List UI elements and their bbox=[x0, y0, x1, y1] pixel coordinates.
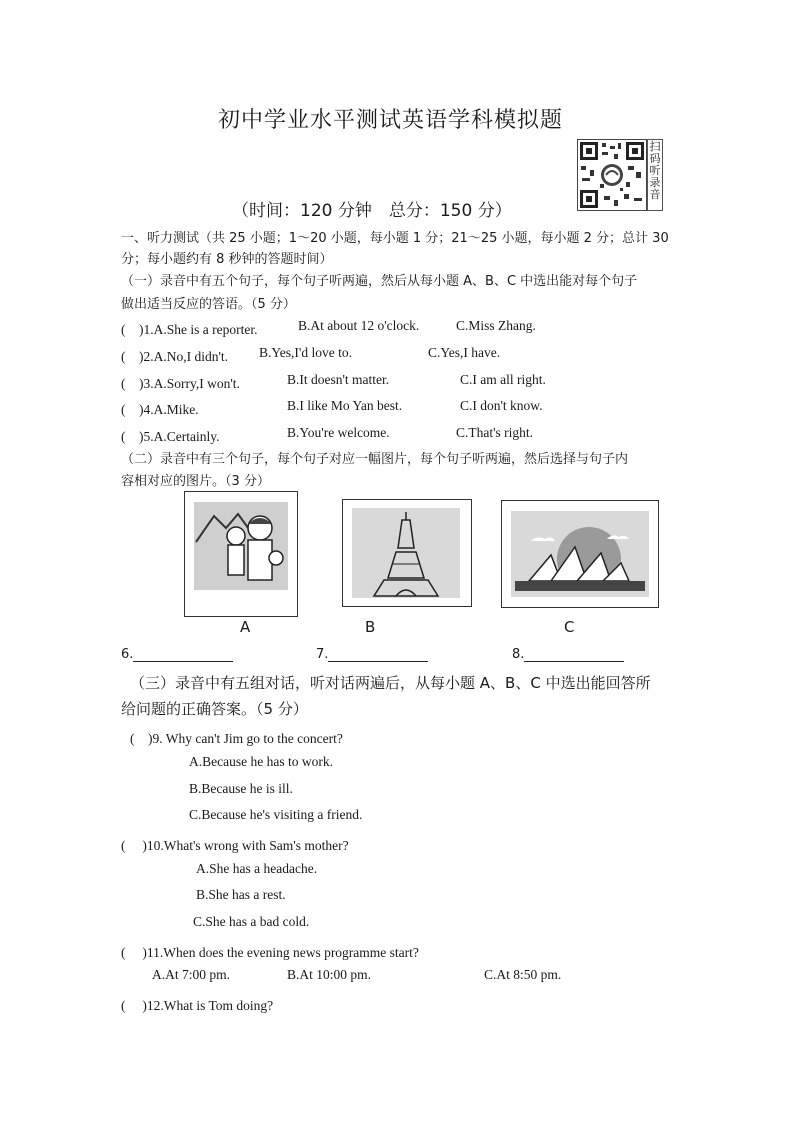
part2-instruction-line2: 容相对应的图片。（3 分） bbox=[121, 474, 270, 489]
page-title: 初中学业水平测试英语学科模拟题 bbox=[218, 108, 564, 133]
q2-stem-a: ( )2.A.No,I didn't. bbox=[121, 349, 229, 364]
picture-label-a: A bbox=[240, 618, 251, 636]
answer-blank-8[interactable] bbox=[512, 647, 624, 662]
q10-option-a: A.She has a headache. bbox=[196, 861, 318, 876]
answer-line-6[interactable] bbox=[133, 647, 233, 662]
answer-blank-6[interactable] bbox=[121, 647, 233, 662]
picture-c-frame bbox=[501, 500, 659, 608]
section1-heading-line1: 一、听力测试（共 25 小题；1～20 小题，每小题 1 分；21～25 小题，每小题 2 分；总计 30 bbox=[121, 231, 669, 246]
part1-instruction-line2: 做出适当反应的答语。（5 分） bbox=[121, 297, 296, 312]
q11-stem: ( )11.When does the evening news programme start? bbox=[121, 945, 419, 960]
picture-label-c: C bbox=[564, 618, 575, 636]
picture-a-frame bbox=[184, 491, 298, 617]
q10-option-c: C.She has a bad cold. bbox=[193, 914, 310, 929]
q1-stem-a: ( )1.A.She is a reporter. bbox=[121, 322, 258, 337]
exam-time-score: （时间：120 分钟 总分：150 分） bbox=[232, 201, 512, 221]
q11-option-c: C.At 8:50 pm. bbox=[484, 967, 562, 982]
answer-blank-7-number: 7. bbox=[316, 647, 329, 662]
q4-option-c: C.I don't know. bbox=[460, 398, 543, 413]
q3-option-c: C.I am all right. bbox=[460, 372, 546, 387]
qr-code-image bbox=[578, 140, 646, 210]
q5-option-c: C.That's right. bbox=[456, 425, 534, 440]
q3-stem-a: ( )3.A.Sorry,I won't. bbox=[121, 376, 240, 391]
q5-stem-a: ( )5.A.Certainly. bbox=[121, 429, 220, 444]
q11-option-a: A.At 7:00 pm. bbox=[152, 967, 231, 982]
sydney-opera-house-picture bbox=[511, 511, 649, 597]
answer-line-8[interactable] bbox=[524, 647, 624, 662]
q3-option-b: B.It doesn't matter. bbox=[287, 372, 390, 387]
q9-option-c: C.Because he's visiting a friend. bbox=[189, 807, 363, 822]
answer-line-7[interactable] bbox=[328, 647, 428, 662]
answer-blank-7[interactable] bbox=[316, 647, 428, 662]
mountain-hikers-picture bbox=[194, 502, 288, 590]
picture-label-b: B bbox=[365, 618, 376, 636]
answer-blank-8-number: 8. bbox=[512, 647, 525, 662]
section1-heading-line2: 分；每小题约有 8 秒钟的答题时间） bbox=[121, 252, 333, 267]
q11-option-b: B.At 10:00 pm. bbox=[287, 967, 372, 982]
q1-option-b: B.At about 12 o'clock. bbox=[298, 318, 420, 333]
q9-option-b: B.Because he is ill. bbox=[189, 781, 293, 796]
q4-option-b: B.I like Mo Yan best. bbox=[287, 398, 403, 413]
part2-instruction-line1: （二）录音中有三个句子，每个句子对应一幅图片，每个句子听两遍，然后选择与句子内 bbox=[121, 452, 629, 467]
q2-option-b: B.Yes,I'd love to. bbox=[259, 345, 352, 360]
q4-stem-a: ( )4.A.Mike. bbox=[121, 402, 199, 417]
q10-stem: ( )10.What's wrong with Sam's mother? bbox=[121, 838, 349, 853]
part3-instruction-line1: （三）录音中有五组对话，听对话两遍后，从每小题 A、B、C 中选出能回答所 bbox=[130, 674, 651, 692]
part1-instruction-line1: （一）录音中有五个句子，每个句子听两遍，然后从每小题 A、B、C 中选出能对每个句子 bbox=[121, 274, 638, 289]
qr-side-label: 扫码听录音 bbox=[647, 139, 663, 211]
picture-b-frame bbox=[342, 499, 472, 607]
qr-code bbox=[577, 139, 647, 211]
answer-blank-6-number: 6. bbox=[121, 647, 134, 662]
q1-option-c: C.Miss Zhang. bbox=[456, 318, 536, 333]
q10-option-b: B.She has a rest. bbox=[196, 887, 286, 902]
q5-option-b: B.You're welcome. bbox=[287, 425, 390, 440]
q12-stem: ( )12.What is Tom doing? bbox=[121, 998, 274, 1013]
q9-stem: ( )9. Why can't Jim go to the concert? bbox=[130, 731, 343, 746]
q2-option-c: C.Yes,I have. bbox=[428, 345, 501, 360]
q9-option-a: A.Because he has to work. bbox=[189, 754, 333, 769]
eiffel-tower-picture bbox=[352, 508, 460, 598]
part3-instruction-line2: 给问题的正确答案。（5 分） bbox=[121, 700, 308, 718]
